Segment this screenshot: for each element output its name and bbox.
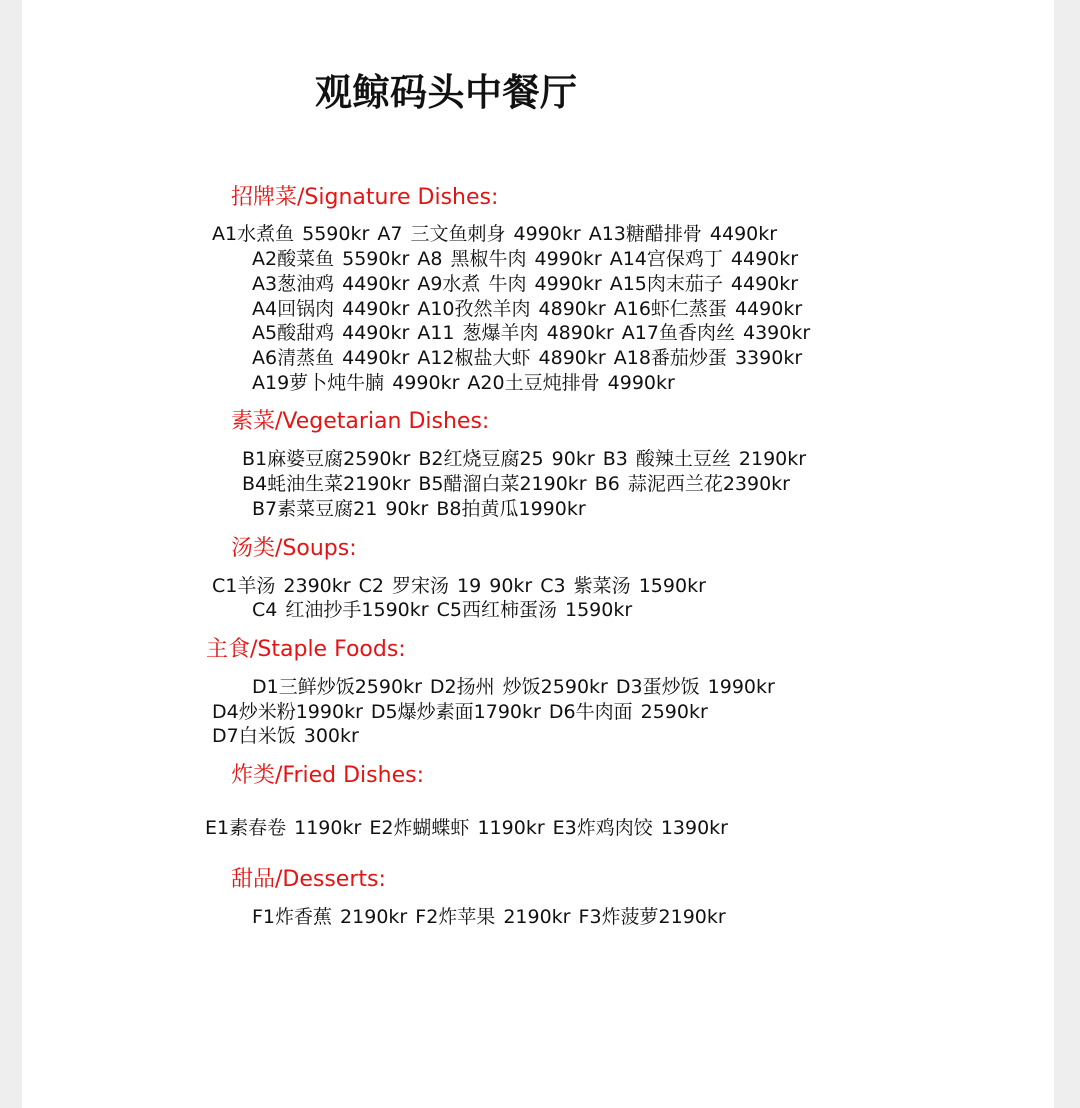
menu-line: A5酸甜鸡 4490kr A11 葱爆羊肉 4890kr A17鱼香肉丝 4390kr	[252, 322, 811, 344]
section-heading-soups: 汤类/Soups:	[231, 536, 357, 561]
menu-line: B4蚝油生菜2190kr B5醋溜白菜2190kr B6 蒜泥西兰花2390kr	[242, 473, 790, 495]
section-heading-staple: 主食/Staple Foods:	[206, 637, 406, 662]
menu-line: A19萝卜炖牛腩 4990kr A20土豆炖排骨 4990kr	[252, 372, 675, 394]
menu-line: C4 红油抄手1590kr C5西红柿蛋汤 1590kr	[252, 599, 633, 621]
menu-line: D7白米饭 300kr	[212, 725, 359, 747]
menu-page	[22, 0, 1054, 1108]
menu-line: D1三鲜炒饭2590kr D2扬州 炒饭2590kr D3蛋炒饭 1990kr	[252, 676, 775, 698]
section-heading-signature: 招牌菜/Signature Dishes:	[231, 185, 499, 210]
menu-line: A6清蒸鱼 4490kr A12椒盐大虾 4890kr A18番茄炒蛋 3390kr	[252, 347, 803, 369]
menu-line: C1羊汤 2390kr C2 罗宋汤 19 90kr C3 紫菜汤 1590kr	[212, 575, 706, 597]
section-heading-vegetarian: 素菜/Vegetarian Dishes:	[231, 409, 490, 434]
menu-line: B1麻婆豆腐2590kr B2红烧豆腐25 90kr B3 酸辣土豆丝 2190kr	[242, 448, 807, 470]
menu-line: A1水煮鱼 5590kr A7 三文鱼刺身 4990kr A13糖醋排骨 4490kr	[212, 223, 778, 245]
menu-line: A4回锅肉 4490kr A10孜然羊肉 4890kr A16虾仁蒸蛋 4490kr	[252, 298, 803, 320]
menu-line: F1炸香蕉 2190kr F2炸苹果 2190kr F3炸菠萝2190kr	[252, 906, 726, 928]
menu-line: E1素春卷 1190kr E2炸蝴蝶虾 1190kr E3炸鸡肉饺 1390kr	[205, 817, 728, 839]
menu-line: B7素菜豆腐21 90kr B8拍黄瓜1990kr	[252, 498, 586, 520]
menu-line: D4炒米粉1990kr D5爆炒素面1790kr D6牛肉面 2590kr	[212, 701, 708, 723]
menu-line: A2酸菜鱼 5590kr A8 黑椒牛肉 4990kr A14宫保鸡丁 4490kr	[252, 248, 799, 270]
section-heading-desserts: 甜品/Desserts:	[231, 867, 386, 892]
restaurant-title: 观鲸码头中餐厅	[315, 71, 578, 114]
menu-line: A3葱油鸡 4490kr A9水煮 牛肉 4990kr A15肉末茄子 4490kr	[252, 273, 799, 295]
section-heading-fried: 炸类/Fried Dishes:	[231, 763, 424, 788]
